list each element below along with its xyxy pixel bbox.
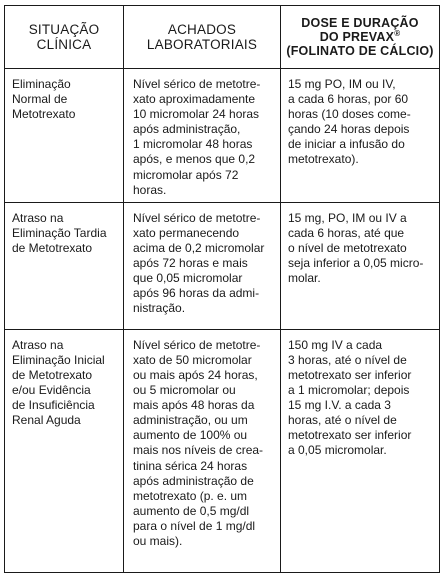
header-lab-findings-line1: ACHADOS [167,22,237,37]
findings-cell [124,329,281,572]
dose-cell [281,329,440,572]
findings-text: Nível sérico de metotre- xato permanecendo acima de 0,2 micromolar após 72 horas e mais que 0,05 micromolar após 96 horas da admi- nistração. [133,210,265,316]
header-row [5,6,440,69]
header-clinical-situation-line2: CLÍNICA [36,37,92,52]
situation-cell [5,329,124,572]
dose-cell [281,202,440,329]
situation-text: Eliminação Normal de Metotrexato [12,77,76,122]
dose-text: 15 mg PO, IM ou IV, a cada 6 horas, por 60 horas (10 doses come- çando 24 horas depois de iniciar a infusão do metotrexato). [288,77,411,167]
table-row [5,69,440,203]
header-dose-duration-line2 [284,30,436,44]
dose-text: 15 mg, PO, IM ou IV a cada 6 horas, até que o nível de metotrexato seja inferior a 0,05 micro- molar. [288,210,424,286]
situation-text: Atraso na Eliminação Inicial de Metotrexato e/ou Evidência de Insuficiência Renal Aguda [12,337,105,428]
findings-text: Nível sérico de metotre- xato aproximadamente 10 micromolar 24 horas após administração, 1 micromolar 48 horas após, e menos que 0,2 micromolar após 72 horas. [133,77,261,197]
situation-text: Atraso na Eliminação Tardia de Metotrexato [12,210,107,255]
header-dose-duration-product: DO PREVAX [319,30,395,44]
findings-text: Nível sérico de metotre- xato de 50 micromolar ou mais após 24 horas, ou 5 micromolar ou mais após 48 horas da administração, ou um aumento de 100% ou mais nos níveis de crea- tinina sérica 24 horas após administração de metotrexato (p. e. um aumento de 0,5 mg/dl para o nível de 1 mg/dl ou mais). [133,337,264,548]
header-dose-duration-line1: DOSE E DURAÇÃO [301,16,419,30]
dosing-table [4,5,440,573]
header-lab-findings [124,6,281,69]
dose-text: 150 mg IV a cada 3 horas, até o nível de metotrexato ser inferior a 1 micromolar; depois 15 mg I.V. a cada 3 horas, até o nível de metotrexato ser inferior a 0,05 micromolar. [288,337,412,458]
findings-cell [124,202,281,329]
dose-cell [281,69,440,203]
findings-cell [124,69,281,203]
header-dose-duration [281,6,440,69]
situation-cell [5,202,124,329]
table-row [5,202,440,329]
header-lab-findings-line2: LABORATORIAIS [146,37,258,52]
table-row [5,329,440,572]
header-dose-duration-line3: (FOLINATO DE CÁLCIO) [286,44,434,58]
registered-mark: ® [394,28,401,38]
header-clinical-situation-line1: SITUAÇÃO [28,22,100,37]
header-clinical-situation [5,6,124,69]
situation-cell [5,69,124,203]
